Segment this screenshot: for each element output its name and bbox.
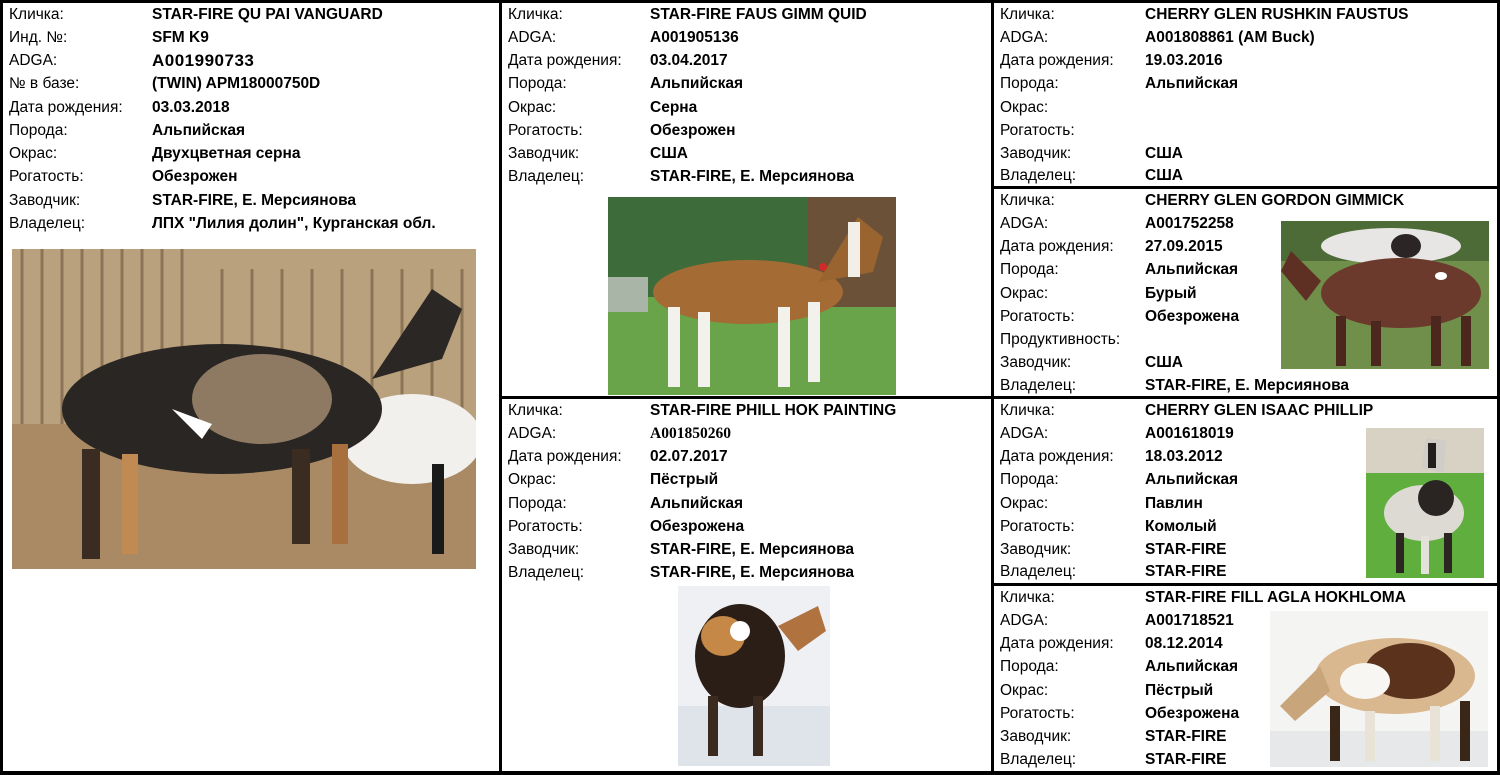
- goat-photo: [12, 249, 476, 569]
- goat-card-faus-gimm-quid: Кличка: STAR-FIRE FAUS GIMM QUID ADGA: A001905136 Дата рождения: 03.04.2017 Порода: Альпийская Окрас: Серна Рогатость: Обезрожен Заводчик: США Владелец: STAR-FIRE, Е. Мерсиянова: [502, 3, 991, 396]
- goat-name: STAR-FIRE QU PAI VANGUARD: [152, 6, 383, 23]
- goat-photo: [678, 586, 830, 766]
- goat-card-rushkin-faustus: Кличка: CHERRY GLEN RUSHKIN FAUSTUS ADGA: A001808861 (AM Buck) Дата рождения: 19.03.2016 Порода: Альпийская Окрас: Рогатость: Заводчик: США Владелец: США: [994, 3, 1497, 186]
- goat-photo: [1366, 428, 1484, 578]
- goat-card-isaac-phillip: Кличка: CHERRY GLEN ISAAC PHILLIP ADGA: A001618019 Дата рождения: 18.03.2012 Порода: Альпийская Окрас: Павлин Рогатость: Комолый Заводчик: STAR-FIRE Владелец: STAR-FIRE: [994, 399, 1497, 583]
- goat-name: CHERRY GLEN RUSHKIN FAUSTUS: [1145, 6, 1409, 23]
- goat-name: CHERRY GLEN ISAAC PHILLIP: [1145, 402, 1374, 419]
- goat-photo: [1281, 221, 1489, 369]
- goat-name: STAR-FIRE PHILL HOK PAINTING: [650, 402, 897, 419]
- goat-card-phill-hok-painting: Кличка: STAR-FIRE PHILL HOK PAINTING ADGA: A001850260 Дата рождения: 02.07.2017 Окрас: Пёстрый Порода: Альпийская Рогатость: Обезрожена Заводчик: STAR-FIRE, Е. Мерсиянова Владелец: STAR-FIRE, Е. Мерсиянова: [502, 399, 991, 771]
- goat-photo: [1270, 611, 1488, 767]
- goat-name: CHERRY GLEN GORDON GIMMICK: [1145, 192, 1405, 209]
- goat-card-vanguard: Кличка: STAR-FIRE QU PAI VANGUARD Инд. №: SFM K9 ADGA: A001990733 № в базе: (TWIN) APM18000750D Дата рождения: 03.03.2018 Порода: Альпийская Окрас: Двухцветная серна Рогатость: Обезрожен Заводчик: STAR-FIRE, Е. Мерсиянова Владелец: ЛПХ "Лилия долин", Курганская обл.: [3, 3, 499, 771]
- goat-name: STAR-FIRE FAUS GIMM QUID: [650, 6, 867, 23]
- goat-name: STAR-FIRE FILL AGLA HOKHLOMA: [1145, 589, 1406, 606]
- goat-card-fill-agla-hokhloma: Кличка: STAR-FIRE FILL AGLA HOKHLOMA ADGA: A001718521 Дата рождения: 08.12.2014 Порода: Альпийская Окрас: Пёстрый Рогатость: Обезрожена Заводчик: STAR-FIRE Владелец: STAR-FIRE: [994, 586, 1497, 771]
- goat-card-gordon-gimmick: Кличка: CHERRY GLEN GORDON GIMMICK ADGA: A001752258 Дата рождения: 27.09.2015 Порода: Альпийская Окрас: Бурый Рогатость: Обезрожена Продуктивность: Заводчик: США Владелец: STAR-FIRE, Е. Мерсиянова: [994, 189, 1497, 396]
- goat-photo: [608, 197, 896, 395]
